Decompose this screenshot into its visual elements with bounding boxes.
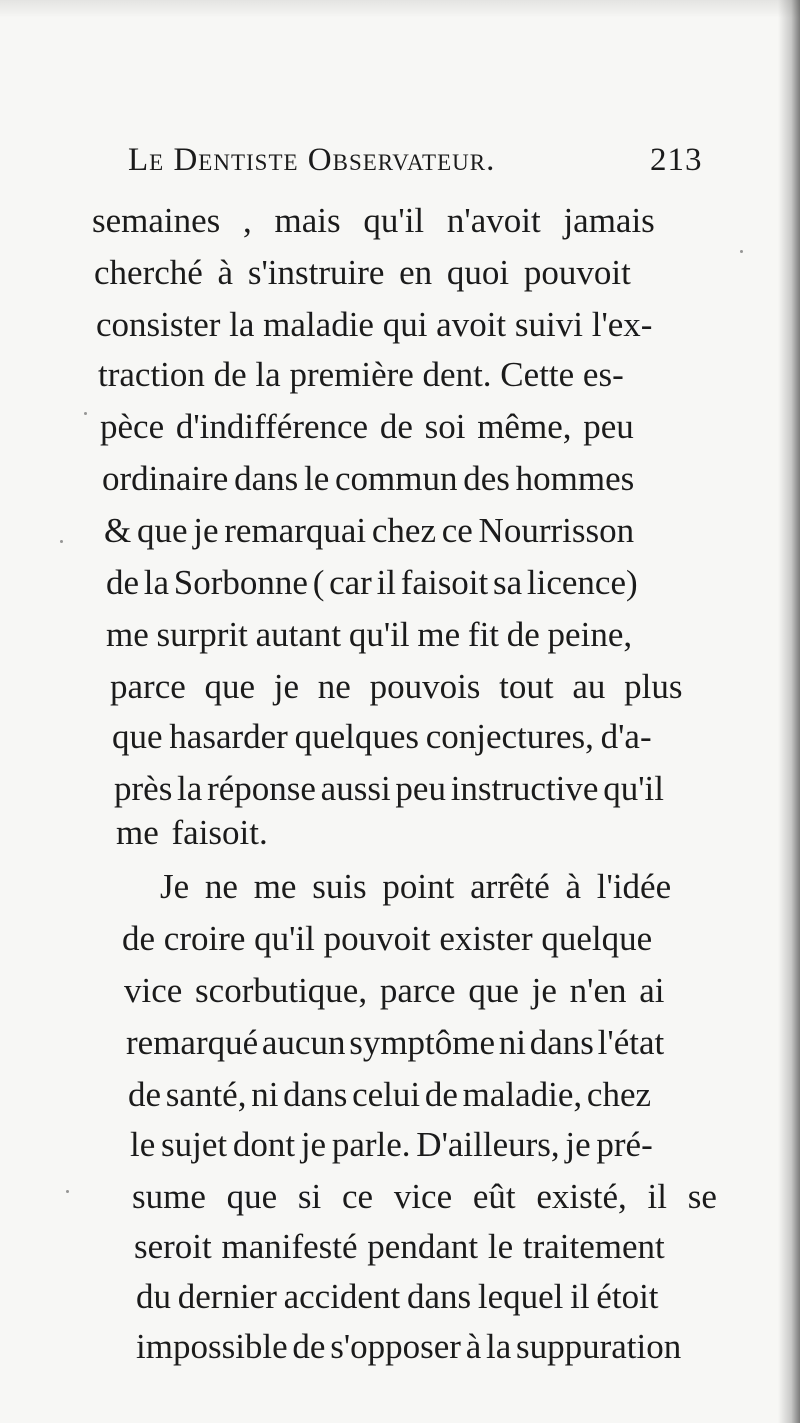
- text-line: impossible de s'opposer à la suppuration: [136, 1327, 682, 1366]
- paper-speck: [60, 540, 63, 543]
- text-line: cherché à s'instruire en quoi pouvoit: [94, 253, 631, 292]
- text-line: remarqué aucun symptôme ni dans l'état: [126, 1023, 665, 1062]
- text-line: traction de la première dent. Cette es-: [98, 355, 624, 394]
- text-line: ordinaire dans le commun des hommes: [102, 459, 635, 498]
- text-line: sume que si ce vice eût existé, il se: [132, 1177, 717, 1216]
- text-line: semaines , mais qu'il n'avoit jamais: [92, 201, 655, 240]
- text-line: Je ne me suis point arrêté à l'idée: [160, 867, 672, 906]
- paper-speck: [66, 1190, 69, 1193]
- paper-speck: [84, 412, 87, 415]
- text-line: vice scorbutique, parce que je n'en ai: [124, 971, 665, 1010]
- text-line: de la Sorbonne ( car il faisoit sa licence): [106, 563, 638, 602]
- text-line: que hasarder quelques conjectures, d'a-: [112, 717, 652, 756]
- text-line: seroit manifesté pendant le traitement: [134, 1227, 665, 1266]
- text-line: parce que je ne pouvois tout au plus: [110, 667, 683, 706]
- text-line: de croire qu'il pouvoit exister quelque: [122, 919, 653, 958]
- text-line: du dernier accident dans lequel il étoit: [136, 1277, 659, 1316]
- text-line: & que je remarquai chez ce Nourrisson: [104, 511, 635, 550]
- page-number: 213: [650, 142, 703, 178]
- text-line: consister la maladie qui avoit suivi l'ex-: [96, 305, 653, 344]
- text-line: près la réponse aussi peu instructive qu'il: [114, 769, 664, 808]
- text-line: me faisoit.: [116, 813, 268, 852]
- text-line: de santé, ni dans celui de maladie, chez: [128, 1075, 652, 1114]
- text-line: pèce d'indifférence de soi même, peu: [100, 407, 634, 446]
- running-title: Le Dentiste Observateur.: [128, 142, 496, 178]
- paper-speck: [740, 250, 743, 253]
- text-line: le sujet dont je parle. D'ailleurs, je pré-: [130, 1125, 653, 1164]
- text-line: me surprit autant qu'il me fit de peine,: [106, 615, 633, 654]
